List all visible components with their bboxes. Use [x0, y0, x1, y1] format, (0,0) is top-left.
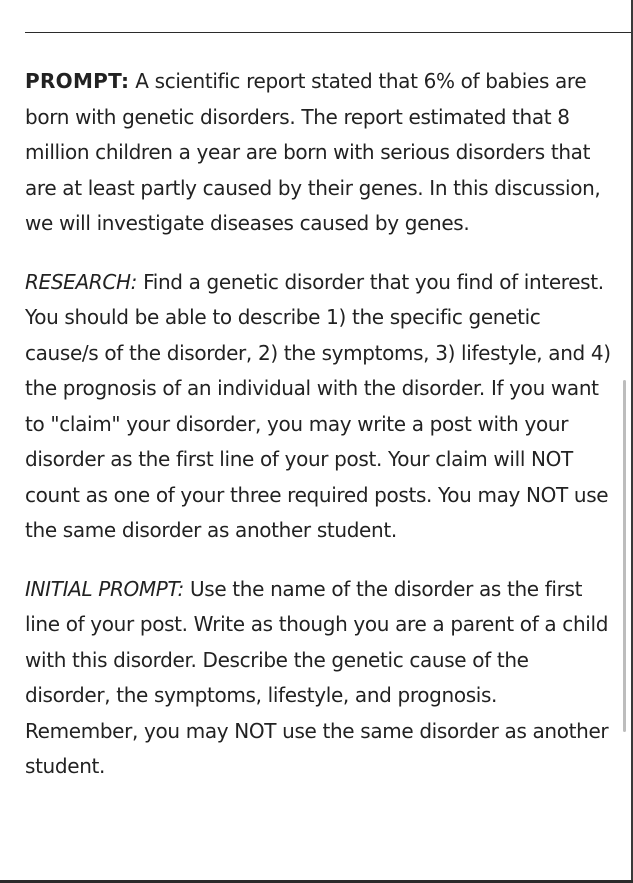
- prompt-label: PROMPT:: [25, 69, 130, 93]
- research-text: Find a genetic disorder that you find of interest. You should be able to describe 1) the specific genetic cause/s of the disorder, 2) the symptoms, 3) lifestyle, and 4) the prognosis of an individual with the disorder. If you want to "claim" your disorder, you may write a post with your disorder as the first line of your post. Your claim will NOT count as one of your three required posts. You may NOT use the same disorder as another student.: [25, 269, 611, 542]
- scrollbar[interactable]: [623, 380, 626, 732]
- initial-prompt-text: Use the name of the disorder as the first line of your post. Write as though you are a parent of a child with this disorder. Describe the genetic cause of the disorder, the symptoms, lifestyle, and prognosis. Remember, you may NOT use the same disorder as another student.: [25, 576, 609, 778]
- top-divider: [25, 32, 633, 33]
- initial-prompt-label: INITIAL PROMPT:: [25, 576, 184, 601]
- discussion-prompt-body: [25, 64, 615, 808]
- research-label: RESEARCH:: [25, 269, 138, 294]
- initial-prompt-paragraph: [25, 572, 615, 785]
- prompt-paragraph: [25, 64, 615, 242]
- prompt-text: A scientific report stated that 6% of babies are born with genetic disorders. The report estimated that 8 million children a year are born with serious disorders that are at least partly caused by their genes. In this discussion, we will investigate diseases caused by genes.: [25, 69, 601, 235]
- research-paragraph: [25, 265, 615, 549]
